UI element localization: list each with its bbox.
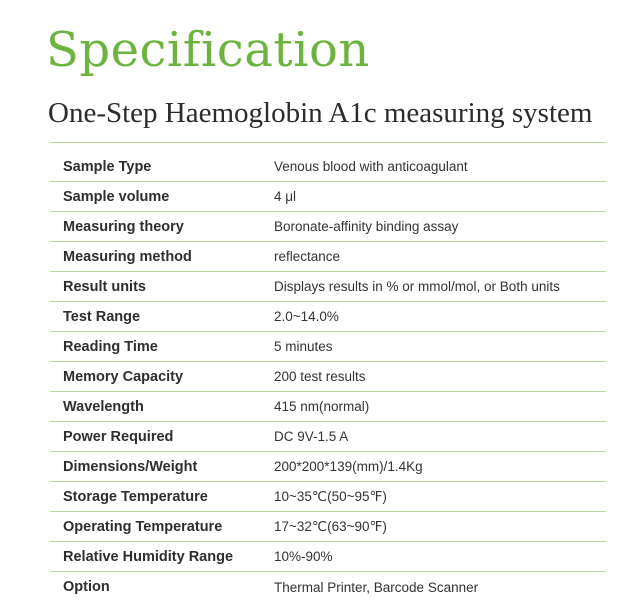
spec-value: reflectance — [274, 249, 341, 264]
spec-row-test-range — [50, 302, 606, 332]
spec-label: Option — [63, 579, 110, 595]
spec-row-sample-volume — [50, 182, 606, 212]
spec-value: 17~32℃(63~90℉) — [274, 518, 387, 534]
spec-row-power-required — [50, 422, 606, 452]
spec-row-relative-humidity-range — [50, 542, 606, 572]
spec-label: Storage Temperature — [63, 488, 208, 505]
spec-label: Result units — [63, 278, 146, 295]
spec-table — [50, 152, 606, 602]
spec-value: 10%-90% — [274, 549, 333, 564]
spec-value: 4 μl — [274, 189, 297, 204]
spec-label: Memory Capacity — [63, 368, 184, 385]
spec-row-reading-time — [50, 332, 606, 362]
spec-row-wavelength — [50, 392, 606, 422]
spec-row-measuring-theory — [50, 212, 606, 242]
spec-value: 200*200*139(mm)/1.4Kg — [274, 459, 423, 474]
spec-label: Reading Time — [63, 338, 158, 355]
spec-value: Boronate-affinity binding assay — [274, 219, 459, 234]
spec-label: Sample Type — [63, 158, 152, 175]
spec-label: Wavelength — [63, 398, 144, 415]
spec-value: 415 nm(normal) — [274, 399, 370, 414]
spec-row-storage-temperature — [50, 482, 606, 512]
spec-row-sample-type — [50, 152, 606, 182]
spec-value: 5 minutes — [274, 339, 333, 354]
spec-value: 10~35℃(50~95℉) — [274, 488, 387, 504]
spec-label: Test Range — [63, 308, 141, 325]
spec-value: Venous blood with anticoagulant — [274, 159, 468, 174]
spec-row-result-units — [50, 272, 606, 302]
spec-row-dimensions-weight — [50, 452, 606, 482]
spec-value: 200 test results — [274, 369, 366, 384]
spec-row-option — [50, 572, 606, 602]
header-divider — [50, 142, 606, 143]
spec-row-measuring-method — [50, 242, 606, 272]
spec-value: Displays results in % or mmol/mol, or Both units — [274, 279, 560, 294]
page-title: Specification — [46, 22, 370, 78]
spec-label: Measuring method — [63, 248, 192, 265]
spec-label: Relative Humidity Range — [63, 548, 234, 565]
spec-value: 2.0~14.0% — [274, 309, 339, 324]
spec-label: Dimensions/Weight — [63, 458, 198, 475]
spec-label: Measuring theory — [63, 218, 184, 235]
spec-value: Thermal Printer, Barcode Scanner — [274, 579, 479, 595]
spec-value: DC 9V-1.5 A — [274, 429, 349, 444]
spec-label: Operating Temperature — [63, 518, 223, 535]
spec-row-memory-capacity — [50, 362, 606, 392]
spec-label: Sample volume — [63, 188, 170, 205]
spec-row-operating-temperature — [50, 512, 606, 542]
spec-label: Power Required — [63, 428, 174, 445]
page-subtitle: One-Step Haemoglobin A1c measuring system — [48, 97, 593, 129]
